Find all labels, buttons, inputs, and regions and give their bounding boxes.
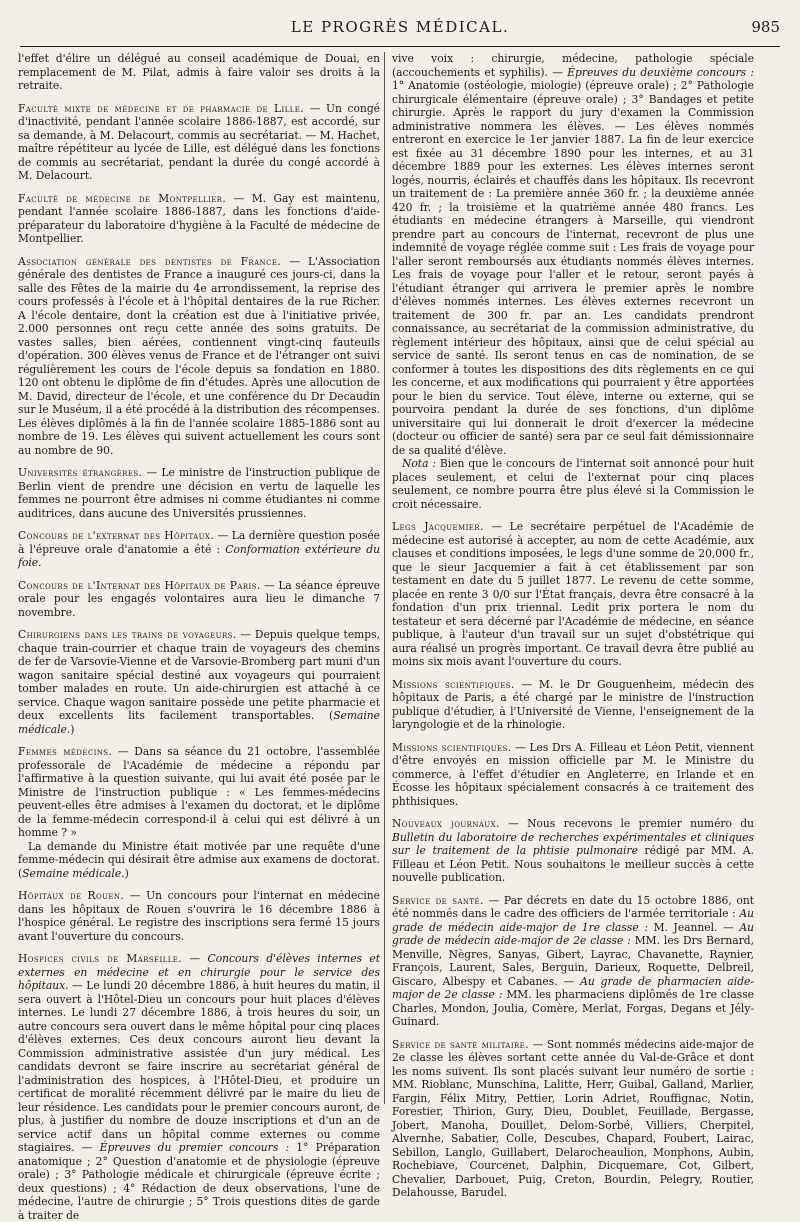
body-text: — La séance épreuve orale pour les engagés volontaires aura lieu le dimanche 7 novembre. [18, 578, 380, 619]
news-item [18, 255, 380, 458]
body-text: — Sont nommés médecins aide-major de 2e classe les élèves sortant cette année du Val-de-Grâce et dont les noms suivent. Ils sont placés suivant leur numéro de sortie : MM. Rioblanc, Munschina, Lalitte, Herr, Guibal, Galland, Marlier, Fargin, Félix Mitry, Pettier, Lorin Adriet, Rouffignac, Notin, Forestier, Thirion, Gury, Dieu, Doublet, Feuillade, Bergasse, Jobert, Manoha, Douillet, Delom-Sorbé, Villiers, Cherpitel, Alvernhe, Sabatier, Colle, Descubes, Chapard, Foubert, Lairac, Sebillon, Langlo, Guillabert, Delarocheaulion, Monphons, Aubin, Rochebiave, Courcenet, Dalphin, Dicquemare, Cot, Gilbert, Chevalier, Darbouet, Puig, Creton, Bourdin, Pelegry, Routier, Delahousse, Barudel. [392, 1037, 754, 1199]
body-text: — M. le Dr Gouguenheim, médecin des hôpitaux de Paris, a été chargé par le ministre de l'instruction publique d'étudier, à l'Université de Vienne, l'enseignement de la laryngologie et de la rhinologie. [392, 677, 754, 731]
body-text: — Le secrétaire perpétuel de l'Académie de médecine est autorisé à accepter, au nom de cette Académie, aux clauses et conditions imposées, le legs d'une somme de 20,000 fr., que le sieur Jacquemier a fait à cet établissement par son testament en date du 5 juillet 1877. Le revenu de cette somme, placée en rente 3 0/0 sur l'État français, devra être consacré à la fondation d'un prix triennal. Ledit prix portera le nom du testateur et sera décerné par l'Académie de médecine, en séance publique, à l'auteur d'un travail sur un sujet d'obstétrique qui aura réalisé un progrès important. Ce travail devra être publié au moins six mois avant l'ouverture du cours. [392, 520, 755, 668]
body-text: 1° Anatomie (ostéologie, miologie) (épreuve orale) ; 2° Pathologie chirurgicale élémentaire (épreuve orale) ; 3° Bandages et petite chirurgie. Après le rapport du jury d'examen la Commission administrative nommera les élèves. — Les élèves nommés entreront en exercice le 1er janvier 1887. La fin de leur exercice est fixée au 31 décembre 1890 pour les internes, et au 31 décembre 1889 pour les externes. Les élèves internes seront logés, nourris, éclairés et chauffés dans les hôpitaux. Ils recevront un traitement de : La première année 360 fr. ; la deuxième année 420 fr. ; la troisième et la quatrième année 480 francs. Les étudiants en médecine étrangers à Marseille, qui viendront prendre part au concours de l'internat, recevront de plus une indemnité de voyage réglée comme suit : Les frais de voyage pour l'aller seront remboursés aux étudiants nommés élèves internes. Les frais de voyage pour l'aller et le retour, seront payés à l'étudiant étranger qui arrivera le premier après le nombre d'élèves nommés internes. Les élèves externes recevront un traitement de 300 fr. par an. Les candidats prendront connaissance, au secrétariat de la commission administrative, du règlement intérieur des hôpitaux, ainsi que de celui spécial au service de santé. Ils seront tenus en cas de nomination, de se conformer à toutes les dispositions des dits règlements en ce qui les concerne, et aux modifications qui pourraient y être apportées pour le bien du service. Tout élève, interne ou externe, qui se pourvoira pendant la durée de ses fonctions, d'un diplôme universitaire qui lui donnerait le droit d'exercer la médecine (docteur ou officier de santé) sera par ce seul fait démissionnaire de sa qualité d'élève. [392, 79, 754, 457]
body-text: ) [124, 866, 129, 880]
italic-text: Nota : [402, 457, 436, 470]
item-heading: Faculté mixte de médecine et de pharmacie de Lille. [18, 101, 305, 115]
page-number: 985 [751, 18, 780, 36]
item-heading: Femmes médecins. [18, 745, 113, 758]
italic-text: Au grade de médecin aide-major de 1re classe : [392, 907, 754, 934]
paragraph [392, 520, 754, 669]
left-column [18, 52, 381, 1222]
item-heading: Universités étrangères. [18, 466, 143, 479]
paragraph [18, 889, 380, 943]
news-item [392, 741, 754, 809]
news-item [18, 466, 380, 520]
item-heading: Hospices civils de Marseille. [18, 952, 183, 965]
body-text: MM. les Drs Bernard, Menville, Nègres, Sanyas, Gibert, Layrac, Chavanette, Raynier, François, Laurent, Sales, Berguin, Darieux, Roquette, Delbreil, Giscaro, Albespy et Cabanes. — [392, 934, 754, 988]
body-text: La demande du Ministre était motivée par une requête d'une femme-médecin qui désirait être admise aux examens de doctorat. ( [18, 839, 380, 880]
paragraph [392, 741, 754, 809]
item-heading: Service de santé militaire. [392, 1037, 529, 1051]
item-heading: Missions scientifiques. [392, 740, 512, 754]
body-text: — Nous recevons le premier numéro du [499, 817, 754, 830]
running-title: LE PROGRÈS MÉDICAL. [290, 18, 510, 36]
column-divider [384, 52, 385, 1104]
italic-text: Concours d'élèves internes et externes en médecine et en chirurgie pour le service des hôpitaux. [18, 952, 381, 992]
body-text: — La dernière question posée à l'épreuve orale d'anatomie a été : [18, 529, 380, 556]
item-heading: Faculté de médecine de Montpellier. [18, 191, 227, 205]
news-item [392, 817, 754, 885]
news-item [18, 952, 380, 1222]
body-text: — Un concours pour l'internat en médecine dans les hôpitaux de Rouen s'ouvrira le 16 décembre 1886 à l'hospice général. Le registre des inscriptions sera fermé 15 jours avant l'ouverture du concours. [18, 889, 380, 943]
italic-text: Épreuves du premier concours : [99, 1141, 290, 1154]
item-heading: Association générale des dentistes de France. [18, 254, 282, 268]
italic-text: Semaine médicale. [22, 866, 125, 880]
news-item [18, 745, 380, 880]
news-item [18, 579, 380, 620]
italic-text: Au grade de pharmacien aide-major de 2e classe : [392, 974, 754, 1001]
italic-text: Au grade de médecin aide-major de 2e classe : [392, 920, 754, 947]
item-heading: Legs Jacquemier. [392, 520, 484, 533]
paragraph [18, 255, 380, 458]
body-text: — Dans sa séance du 21 octobre, l'assemblée professorale de l'Académie de médecine a répondu par l'affirmative à la question suivante, qui lui avait été posée par le Ministre de l'instruction publique : « Les femmes-médecins peuvent-elles être admises à l'examen du doctorat, et le diplôme de la femme-médecin correspond-il à celui qui est délivré à un homme ? » [18, 745, 380, 839]
news-item [18, 192, 380, 246]
news-item [392, 520, 754, 669]
news-item [18, 529, 380, 570]
paragraph [392, 1038, 754, 1200]
paragraph [18, 840, 380, 881]
body-text: M. Jeannel. — [647, 920, 740, 934]
paragraph [392, 894, 754, 1029]
news-item [18, 102, 380, 183]
item-heading: Chirurgiens dans les trains de voyageurs. [18, 628, 237, 641]
body-text: rédigé par MM. A. Filleau et Léon Petit. Nous souhaitons le meilleur succès à cette nouvelle publication. [392, 844, 754, 884]
body-text: Bien que le concours de l'internat soit annoncé pour huit places seulement, et celui de l'externat pour cinq places seulement, ce nombre pourra être plus élevé si la Commission le croit nécessaire. [392, 457, 754, 511]
body-text: — Le lundi 20 décembre 1886, à huit heures du matin, il sera ouvert à l'Hôtel-Dieu un concours pour huit places d'élèves internes. Le lundi 27 décembre 1886, à trois heures du soir, un autre concours sera ouvert dans le même hôpital pour cinq places d'élèves externes. Ces deux concours auront lieu devant la Commission administrative assistée d'un jury médical. Les candidats devront se faire inscrire au secrétariat général de l'administration des hospices, à l'Hôtel-Dieu, et produire un certificat de moralité récemment délivré par le maire du lieu de leur résidence. Les candidats pour le premier concours auront, de plus, à justifier du nombre de douze inscriptions et d'un an de service actif dans un hôpital comme externes ou comme stagiaires. — [18, 979, 380, 1154]
body-text: — Les Drs A. Filleau et Léon Petit, viennent d'être envoyés en mission officielle par M. le Ministre du commerce, à l'effet d'étudier en Angleterre, en Irlande et en Écosse les hôpitaux spécialement consacrés à ce traitement des phthisiques. [392, 740, 754, 808]
news-item [18, 889, 380, 943]
body-text: ) [70, 722, 75, 736]
paragraph [392, 678, 754, 732]
paragraph [392, 52, 754, 457]
body-text: MM. les pharmaciens diplômés de 1re classe Charles, Mondon, Joulia, Comère, Merlat, Forgas, Degans et Jély-Guinard. [392, 988, 755, 1028]
paragraph [18, 628, 380, 736]
body-text: — Le ministre de l'instruction publique de Berlin vient de prendre une décision en vertu de laquelle les femmes ne pourront être admises ni comme étudiantes ni comme auditrices, dans aucune des Universités prussiennes. [18, 466, 381, 520]
paragraph [18, 102, 380, 183]
right-column [392, 52, 755, 1199]
body-text: 1° Préparation anatomique ; 2° Question d'anatomie et de physiologie (épreuve orale) ; 3° Pathologie médicale et chirurgicale (épreuve écrite ; deux questions) ; 4° Rédaction de deux observations, l'une de médecine, l'autre de chirurgie ; 5° Trois questions dites de garde à traiter de [18, 1141, 381, 1222]
news-item [392, 678, 754, 732]
item-heading: Concours de l'externat des Hôpitaux. [18, 529, 215, 542]
body-text: — Un congé d'inactivité, pendant l'année scolaire 1886-1887, est accordé, sur sa demande, à M. Delacourt, commis au secrétariat. — M. Hachet, maître répétiteur au lycée de Lille, est délégué dans les fonctions de commis au secrétariat, pendant la durée du congé accordé à M. Delacourt. [18, 101, 380, 182]
paragraph [18, 745, 380, 840]
italic-text: Semaine médicale. [18, 709, 380, 736]
item-heading: Missions scientifiques. [392, 677, 515, 691]
body-text: l'effet d'élire un délégué au conseil académique de Douai, en remplacement de M. Pilat, admis à faire valoir ses droits à la retraite. [18, 52, 380, 92]
paragraph [18, 529, 380, 570]
paragraph [392, 817, 754, 885]
italic-text: Conformation extérieure du foie. [18, 542, 380, 569]
italic-text: Épreuves du deuxième concours : [567, 65, 754, 79]
body-text: — Depuis quelque temps, chaque train-courrier et chaque train de voyageurs des chemins de fer de Varsovie-Vienne et de Varsovie-Bromberg part muni d'un wagon sanitaire spécial destiné aux voyageurs qui pourraient tomber malades en route. Un aide-chirurgien est attaché à ce service. Chaque wagon sanitaire possède une petite pharmacie et deux excellents lits facilement transportables. ( [18, 628, 380, 722]
item-heading: Hôpitaux de Rouen. [18, 889, 125, 902]
news-item [392, 1038, 754, 1200]
paragraph [18, 52, 380, 93]
page-header [20, 14, 780, 47]
paragraph [18, 952, 380, 1222]
body-text: vive voix : chirurgie, médecine, pathologie spéciale (accouchements et syphilis). — [392, 52, 754, 79]
body-text: — Par décrets en date du 15 octobre 1886, ont été nommés dans le cadre des officiers de l'armée territoriale : [392, 893, 754, 920]
italic-text: Bulletin du laboratoire de recherches expérimentales et cliniques sur le traitement de la phtisie pulmonaire [392, 830, 754, 857]
news-item [18, 628, 380, 736]
item-heading: Nouveaux journaux. [392, 817, 500, 830]
paragraph [18, 579, 380, 620]
body-text: — [182, 952, 208, 965]
news-item [392, 52, 754, 511]
body-text: — M. Gay est maintenu, pendant l'année scolaire 1886-1887, dans les fonctions d'aide-préparateur du laboratoire d'hygiène à la Faculté de médecine de Montpellier. [18, 191, 380, 245]
item-heading: Concours de l'Internat des Hôpitaux de Paris. [18, 578, 261, 592]
paragraph [18, 466, 380, 520]
news-item [18, 52, 380, 93]
news-item [392, 894, 754, 1029]
paragraph [18, 192, 380, 246]
item-heading: Service de santé. [392, 893, 484, 907]
paragraph [392, 457, 754, 511]
body-text: — L'Association générale des dentistes de France a inauguré ces jours-ci, dans la salle des Fêtes de la mairie du 4e arrondissement, la reprise des cours professés à l'école et à l'hôpital dentaires de la rue Richer. A l'école dentaire, dont la création est due à l'initiative privée, 2.000 personnes ont reçu cette année des soins gratuits. De vastes salles, bien aérées, contiennent vingt-cinq fauteuils d'opération. 300 élèves venus de France et de l'étranger ont suivi régulièrement les cours de l'école depuis sa fondation en 1880. 120 ont obtenu le diplôme de fin d'études. Après une allocution de M. David, directeur de l'école, et une conférence du Dr Decaudin sur le Muséum, il a été procédé à la distribution des récompenses. Les élèves diplômés à la fin de l'année scolaire 1885-1886 sont au nombre de 19. Les élèves qui suivent actuellement les cours sont au nombre de 90. [18, 254, 380, 457]
